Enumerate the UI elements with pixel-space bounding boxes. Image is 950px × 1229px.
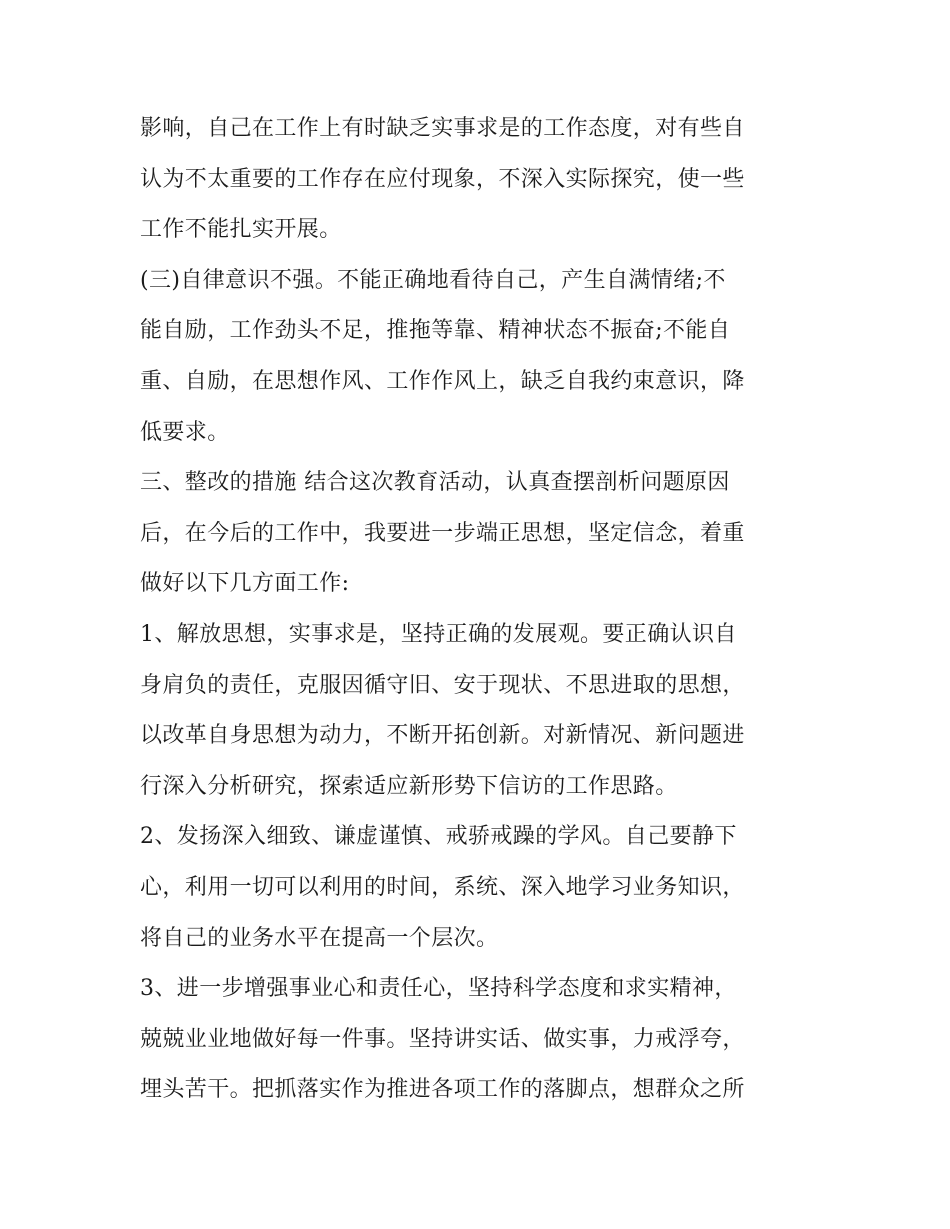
text-line: 心，利用一切可以利用的时间，系统、深入地学习业务知识， xyxy=(140,874,745,900)
text-line: 以改革自身思想为动力，不断开拓创新。对新情况、新问题进 xyxy=(140,723,745,749)
document-body xyxy=(140,104,820,1116)
text-line: (三)自律意识不强。不能正确地看待自己，产生自满情绪;不 xyxy=(140,267,726,293)
text-line: 低要求。 xyxy=(140,419,230,445)
text-line: 将自己的业务水平在提高一个层次。 xyxy=(140,925,499,951)
text-line: 兢兢业业地做好每一件事。坚持讲实话、做实事，力戒浮夸， xyxy=(140,1026,745,1052)
text-line: 做好以下几方面工作: xyxy=(140,571,350,597)
text-line: 工作不能扎实开展。 xyxy=(140,217,342,243)
text-line: 行深入分析研究，探索适应新形势下信访的工作思路。 xyxy=(140,773,678,799)
text-line: 2、发扬深入细致、谦虚谨慎、戒骄戒躁的学风。自己要静下 xyxy=(140,824,737,850)
text-line: 后，在今后的工作中，我要进一步端正思想，坚定信念，着重 xyxy=(140,520,745,546)
text-line: 认为不太重要的工作存在应付现象，不深入实际探究，使一些 xyxy=(140,166,745,192)
text-line: 三、整改的措施 结合这次教育活动，认真查摆剖析问题原因 xyxy=(140,470,730,496)
text-line: 重、自励，在思想作风、工作作风上，缺乏自我约束意识，降 xyxy=(140,368,745,394)
text-line: 埋头苦干。把抓落实作为推进各项工作的落脚点，想群众之所 xyxy=(140,1077,745,1103)
text-line: 能自励，工作劲头不足，推拖等靠、精神状态不振奋;不能自 xyxy=(140,318,731,344)
text-line: 影响，自己在工作上有时缺乏实事求是的工作态度，对有些自 xyxy=(140,116,745,141)
text-line: 1、解放思想，实事求是，坚持正确的发展观。要正确认识自 xyxy=(140,621,737,647)
text-line: 3、进一步增强事业心和责任心，坚持科学态度和求实精神， xyxy=(140,976,737,1002)
text-line: 身肩负的责任，克服因循守旧、安于现状、不思进取的思想， xyxy=(140,672,745,698)
